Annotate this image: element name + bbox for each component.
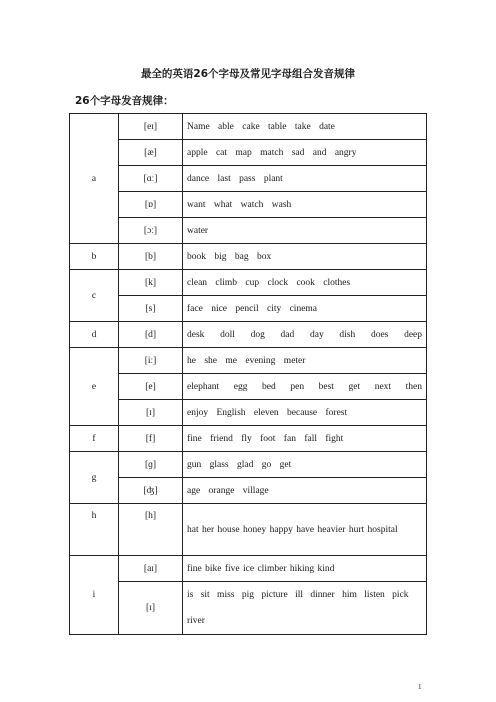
table-row [70,166,427,192]
example-words: Name able cake table take date [183,114,427,140]
table-row [70,244,427,270]
phonetic-symbol: [ɒ] [119,192,183,218]
table-row [70,504,427,556]
page-number: 1 [418,683,422,691]
letter-cell: g [70,452,119,504]
phonetic-symbol: [ɡ] [119,452,183,478]
table-row [70,270,427,296]
letter-cell: h [70,504,119,556]
phonetic-symbol: [aɪ] [119,556,183,582]
table-row [70,296,427,322]
table-row [70,400,427,426]
phonics-table [69,113,427,635]
example-words: dance last pass plant [183,166,427,192]
example-words: apple cat map match sad and angry [183,140,427,166]
letter-cell: i [70,556,119,635]
example-words: book big bag box [183,244,427,270]
table-row [70,556,427,582]
phonetic-symbol: [e] [119,374,183,400]
example-words: face nice pencil city cinema [183,296,427,322]
example-words: clean climb cup clock cook clothes [183,270,427,296]
example-words: enjoy English eleven because forest [183,400,427,426]
phonetic-symbol: [k] [119,270,183,296]
letter-cell: b [70,244,119,270]
example-words: desk doll dog dad day dish does deep [183,322,427,348]
example-words: he she me evening meter [183,348,427,374]
letter-cell: e [70,348,119,426]
table-row [70,140,427,166]
phonetic-symbol: [b] [119,244,183,270]
phonetic-symbol: [ɪ] [119,400,183,426]
example-words: gun glass glad go get [183,452,427,478]
phonetic-symbol: [f] [119,426,183,452]
phonetic-symbol: [eɪ] [119,114,183,140]
section-heading: 26个字母发音规律： [75,95,174,107]
letter-cell: c [70,270,119,322]
phonetic-symbol: [s] [119,296,183,322]
example-words: fine friend fly foot fan fall fight [183,426,427,452]
example-words: want what watch wash [183,192,427,218]
table-row [70,348,427,374]
table-row [70,322,427,348]
example-words: fine bike five ice climber hiking kind [183,556,427,582]
example-words: water [183,218,427,244]
phonetic-symbol: [ɔː] [119,218,183,244]
table-row [70,192,427,218]
letter-cell: a [70,114,119,244]
table-row [70,374,427,400]
table-row [70,426,427,452]
phonetic-symbol: [iː] [119,348,183,374]
page-title: 最全的英语26个字母及常见字母组合发音规律 [140,68,356,80]
phonetic-symbol: [d] [119,322,183,348]
example-words: age orange village [183,478,427,504]
example-words: hat her house honey happy have heavier hurt hospital [183,504,427,556]
table-row [70,114,427,140]
table-row [70,582,427,635]
phonetic-symbol: [ɪ] [119,582,183,635]
table-row [70,478,427,504]
table-row [70,452,427,478]
example-words: is sit miss pig picture ill dinner him listen pick river [183,582,427,635]
phonetic-symbol: [h] [119,504,183,556]
letter-cell: d [70,322,119,348]
phonetic-symbol: [æ] [119,140,183,166]
phonetic-symbol: [ɑː] [119,166,183,192]
phonetic-symbol: [ʤ] [119,478,183,504]
letter-cell: f [70,426,119,452]
example-words: elephant egg bed pen best get next then [183,374,427,400]
table-row [70,218,427,244]
